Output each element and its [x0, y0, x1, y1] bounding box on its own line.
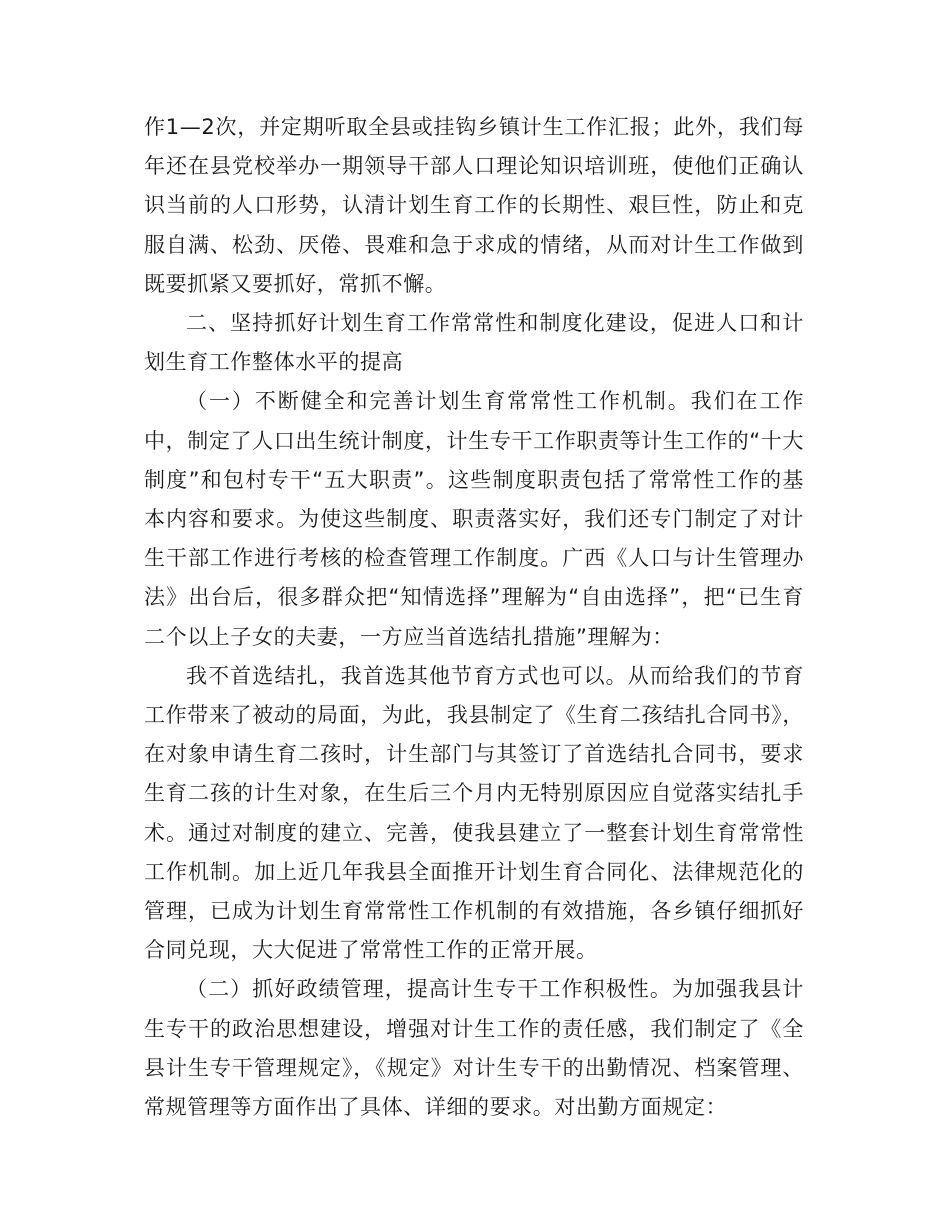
section-heading-two: 二、坚持抓好计划生育工作常常性和制度化建设，促进人口和计划生育工作整体水平的提高	[144, 311, 804, 375]
paragraph-subsection-two: （二）抓好政绩管理，提高计生专干工作积极性。为加强我县计生专干的政治思想建设，增强对计生工作的责任感，我们制定了《全县计生专干管理规定》，《规定》对计生专干的出勤情况、档案管理、常规管理等方面作出了具体、详细的要求。对出勤方面规定：	[144, 977, 804, 1120]
paragraph-subsection-one: （一）不断健全和完善计划生育常常性工作机制。我们在工作中，制定了人口出生统计制度，计生专干工作职责等计生工作的“十大制度”和包村专干“五大职责”。这些制度职责包括了常常性工作的基本内容和要求。为使这些制度、职责落实好，我们还专门制定了对计生干部工作进行考核的检查管理工作制度。广西《人口与计生管理办法》出台后，很多群众把“知情选择”理解为“自由选择”，把“已生育二个以上子女的夫妻，一方应当首选结扎措施”理解为：	[144, 389, 804, 649]
paragraph-contract: 我不首选结扎，我首选其他节育方式也可以。从而给我们的节育工作带来了被动的局面，为此，我县制定了《生育二孩结扎合同书》，在对象申请生育二孩时，计生部门与其签订了首选结扎合同书，要求生育二孩的计生对象，在生后三个月内无特别原因应自觉落实结扎手术。通过对制度的建立、完善，使我县建立了一整套计划生育常常性工作机制。加上近几年我县全面推开计划生育合同化、法律规范化的管理，已成为计划生育常常性工作机制的有效措施，各乡镇仔细抓好合同兑现，大大促进了常常性工作的正常开展。	[144, 663, 804, 963]
document-body	[144, 108, 804, 1127]
paragraph-continuation: 作1—2次，并定期听取全县或挂钩乡镇计生工作汇报；此外，我们每年还在县党校举办一期领导干部人口理论知识培训班，使他们正确认识当前的人口形势，认清计划生育工作的长期性、艰巨性，防止和克服自满、松劲、厌倦、畏难和急于求成的情绪，从而对计生工作做到既要抓紧又要抓好，常抓不懈。	[144, 115, 804, 296]
